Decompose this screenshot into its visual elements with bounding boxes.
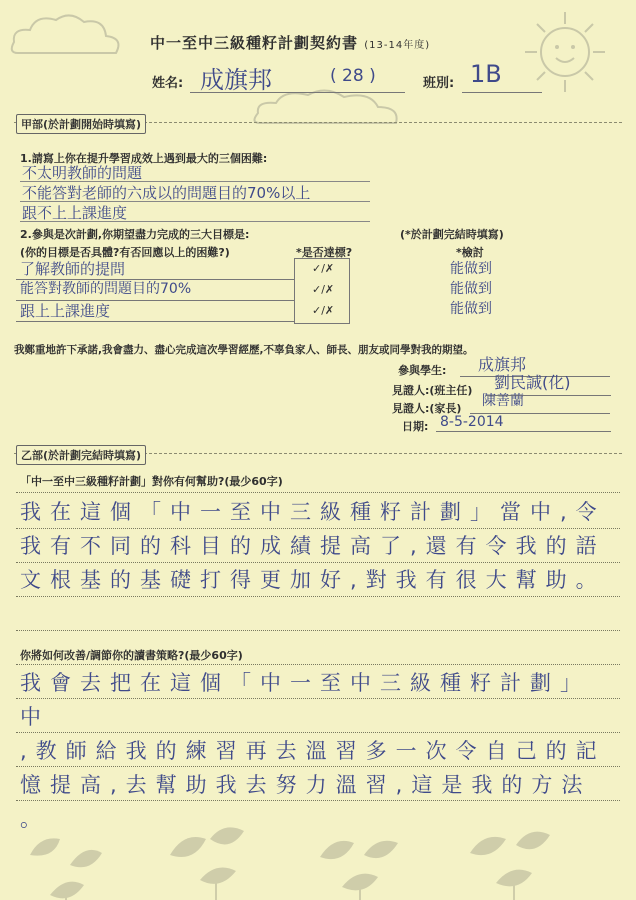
part-a-question-2: 2.參與是次計劃,你期望盡力完成的三大目標是:	[20, 228, 250, 241]
part-b-label: 乙部(於計劃完結時填寫)	[16, 445, 146, 465]
answer-2	[20, 666, 610, 836]
answer-1	[20, 495, 610, 597]
witness-parent-label: 見證人:(家長)	[392, 402, 462, 415]
answer-1-line: 我在這個「中一至中三級種籽計劃」當中,令	[20, 500, 606, 524]
name-value: 成旗邦	[200, 66, 272, 94]
answer-rule	[16, 664, 620, 665]
part-a-question-2-sub: (你的目標是否具體?有否回應以上的困難?)	[20, 246, 230, 259]
cloud-icon	[8, 8, 128, 63]
difficulty-3: 跟不上上課進度	[22, 204, 128, 222]
goal-1-text: 了解教師的提問	[20, 260, 126, 278]
date-line	[436, 431, 611, 432]
answer-1-line: 我有不同的科目的成績提高了,還有令我的語	[20, 534, 606, 558]
class-label: 班別:	[423, 76, 455, 91]
difficulty-2: 不能答對老師的六成以的問題目的70%以上	[22, 184, 311, 202]
goal-3-check: ✓/✗	[312, 304, 335, 317]
difficulty-underline	[20, 221, 370, 222]
pledge-statement: 我鄭重地許下承諾,我會盡力、盡心完成這次學習經歷,不辜負家人、師長、朋友或同學對我的期望。	[14, 344, 474, 356]
goal-2-review: 能做到	[450, 281, 492, 297]
difficulty-underline	[20, 201, 370, 202]
answer-rule	[16, 492, 620, 493]
answer-2-line: 。	[20, 807, 50, 831]
part-b-question-1	[20, 473, 283, 489]
sun-icon	[510, 2, 620, 97]
student-signature: 成旗邦	[478, 355, 527, 374]
class-value: 1B	[470, 60, 502, 88]
name-label: 姓名:	[152, 76, 184, 91]
name-underline	[190, 92, 405, 93]
part-b-question-2: 你將如何改善/調節你的讀書策略?(最少60字)	[20, 649, 243, 662]
student-label: 參與學生:	[398, 364, 447, 377]
date-label: 日期:	[402, 420, 429, 433]
review-column-header: *檢討	[456, 246, 484, 259]
difficulty-underline	[20, 181, 370, 182]
goal-underline	[16, 279, 294, 280]
part-a-question-1: 1.請寫上你在提升學習成效上遇到最大的三個困難:	[20, 152, 268, 165]
goal-3-text: 跟上上課進度	[20, 302, 111, 320]
witness-parent-signature: 陳善蘭	[482, 393, 524, 409]
document-title	[150, 32, 430, 53]
goal-underline	[16, 321, 294, 322]
goal-2-check: ✓/✗	[312, 283, 335, 296]
answer-2-line: 我會去把在這個「中一至中三級種籽計劃」中	[20, 671, 590, 729]
leaf-border-decoration	[0, 815, 636, 900]
goal-1-review: 能做到	[450, 261, 492, 277]
goal-1-check: ✓/✗	[312, 262, 335, 275]
difficulty-1: 不太明教師的問題	[22, 164, 143, 182]
part-a-label: 甲部(於計劃開始時填寫)	[16, 114, 146, 134]
answer-rule	[16, 630, 620, 631]
answer-1-line: 文根基的基礎打得更加好,對我有很大幫助。	[20, 568, 606, 592]
check-box	[294, 258, 350, 324]
goal-3-review: 能做到	[450, 301, 492, 317]
answer-2-line: 憶提高,去幫助我去努力溫習,這是我的方法	[20, 773, 592, 797]
year-text: (13-14年度)	[364, 40, 431, 51]
review-note: (*於計劃完結時填寫)	[400, 228, 504, 241]
goal-2-text: 能答對教師的問題目的70%	[20, 281, 192, 297]
witness-teacher-label: 見證人:(班主任)	[392, 384, 473, 397]
goal-check-header: *是否達標?	[296, 246, 353, 259]
answer-2-line: ,教師給我的練習再去溫習多一次令自己的記	[20, 739, 606, 763]
part-b-question-1-text: 「中一至中三級種籽計劃」對你有何幫助?(最少60字)	[20, 475, 283, 488]
class-underline	[462, 92, 542, 93]
class-number: ( 28 )	[330, 66, 376, 86]
witness-teacher-signature: 劉民誠(化)	[494, 373, 571, 392]
date-value: 8-5-2014	[440, 414, 504, 430]
goal-underline	[16, 300, 294, 301]
title-text: 中一至中三級種籽計劃契約書	[150, 34, 359, 52]
